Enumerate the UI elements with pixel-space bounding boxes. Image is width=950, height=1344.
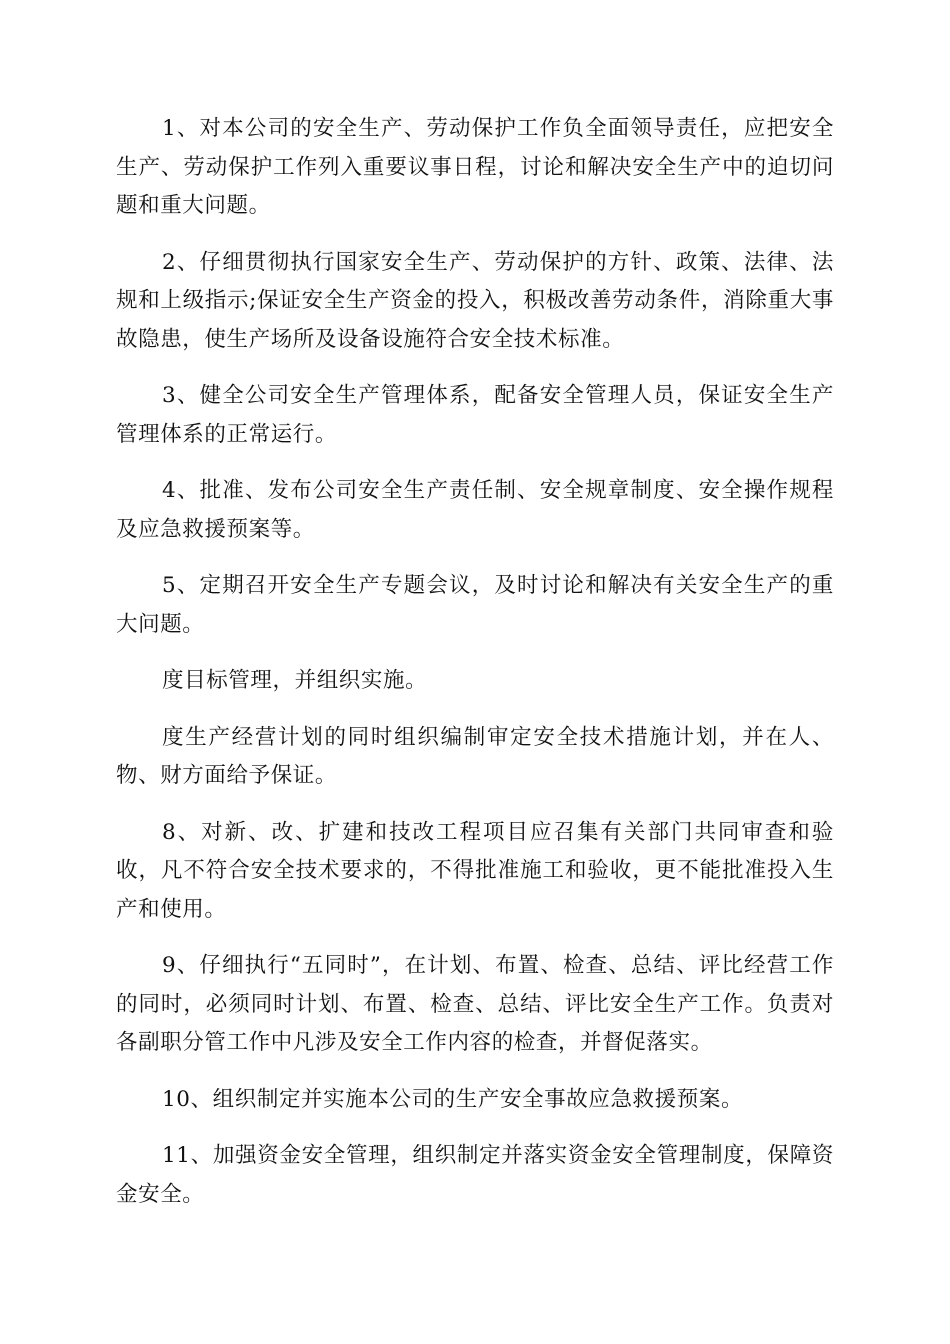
paragraph-3: 3、健全公司安全生产管理体系，配备安全管理人员，保证安全生产管理体系的正常运行。 — [116, 383, 834, 447]
document-body — [116, 110, 834, 1232]
paragraph-5: 5、定期召开安全生产专题会议，及时讨论和解决有关安全生产的重大问题。 — [116, 573, 834, 637]
paragraph-2: 2、仔细贯彻执行国家安全生产、劳动保护的方针、政策、法律、法规和上级指示;保证安全生产资金的投入，积极改善劳动条件，消除重大事故隐患，使生产场所及设备设施符合安全技术标准。 — [116, 249, 834, 352]
paragraph-7: 度生产经营计划的同时组织编制审定安全技术措施计划，并在人、物、财方面给予保证。 — [116, 724, 834, 788]
paragraph-4: 4、批准、发布公司安全生产责任制、安全规章制度、安全操作规程及应急救援预案等。 — [116, 478, 834, 542]
paragraph-8: 8、对新、改、扩建和技改工程项目应召集有关部门共同审查和验收，凡不符合安全技术要求的，不得批准施工和验收，更不能批准投入生产和使用。 — [116, 819, 834, 922]
paragraph-10: 10、组织制定并实施本公司的生产安全事故应急救援预案。 — [162, 1086, 744, 1112]
paragraph-9: 9、仔细执行“五同时”，在计划、布置、检查、总结、评比经营工作的同时，必须同时计划、布置、检查、总结、评比安全生产工作。负责对各副职分管工作中凡涉及安全工作内容的检查，并督促落实。 — [116, 953, 834, 1055]
paragraph-6: 度目标管理，并组织实施。 — [162, 668, 428, 693]
paragraph-1: 1、对本公司的安全生产、劳动保护工作负全面领导责任，应把安全生产、劳动保护工作列入重要议事日程，讨论和解决安全生产中的迫切问题和重大问题。 — [116, 116, 834, 218]
paragraph-11: 11、加强资金安全管理，组织制定并落实资金安全管理制度，保障资金安全。 — [116, 1143, 834, 1207]
